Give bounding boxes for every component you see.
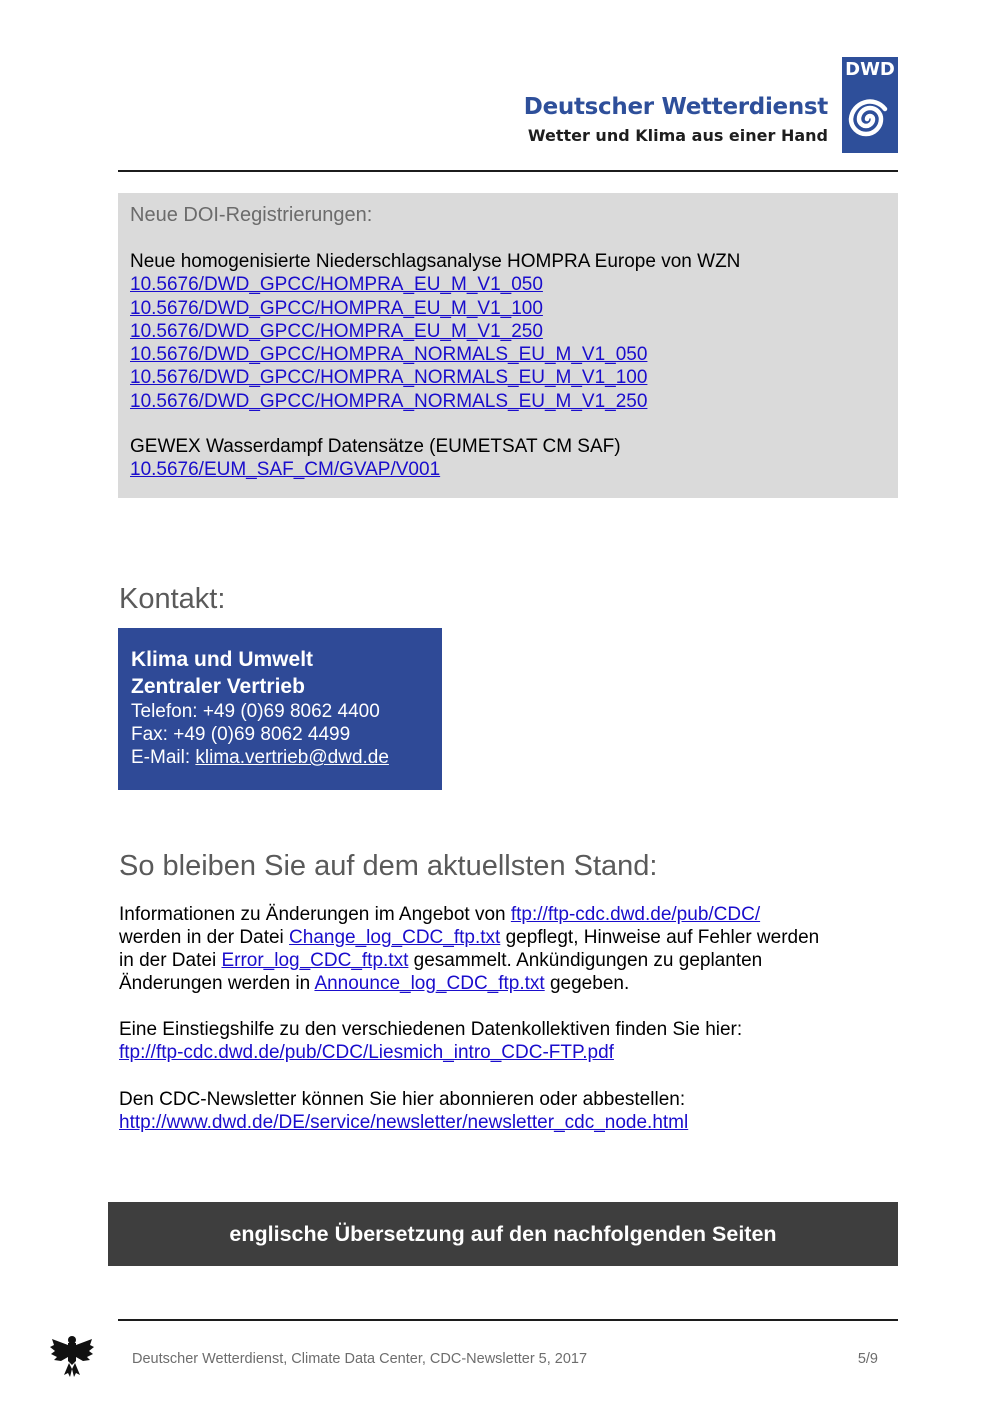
page-number: 5/9 <box>857 1351 878 1367</box>
info-text: werden in der Datei <box>119 927 290 948</box>
changelog-link[interactable]: Change_log_CDC_ftp.txt <box>289 927 501 948</box>
page-header <box>0 0 1000 175</box>
doi-group-title: Neue homogenisierte Niederschlagsanalyse HOMPRA Europe von WZN <box>130 251 741 272</box>
info-text: Informationen zu Änderungen im Angebot von <box>119 904 511 925</box>
errorlog-link[interactable]: Error_log_CDC_ftp.txt <box>221 950 409 971</box>
doi-group-gewex <box>130 435 621 482</box>
info-text: Den CDC-Newsletter können Sie hier abonnieren oder abbestellen: <box>119 1089 686 1110</box>
contact-department: Klima und Umwelt <box>131 648 314 671</box>
doi-group-title: GEWEX Wasserdampf Datensätze (EUMETSAT CM SAF) <box>130 436 621 457</box>
footer-text: Deutscher Wetterdienst, Climate Data Center, CDC-Newsletter 5, 2017 <box>132 1351 588 1367</box>
info-text: Eine Einstiegshilfe zu den verschiedenen Datenkollektiven finden Sie hier: <box>119 1019 743 1040</box>
contact-heading: Kontakt: <box>119 583 226 615</box>
info-paragraph-intro <box>119 1018 742 1064</box>
info-paragraph-changes <box>119 903 819 995</box>
contact-phone: Telefon: +49 (0)69 8062 4400 <box>131 701 380 722</box>
info-text: gesammelt. Ankündigungen zu geplanten <box>408 950 763 971</box>
contact-fax: Fax: +49 (0)69 8062 4499 <box>131 724 351 745</box>
newsletter-link[interactable]: http://www.dwd.de/DE/service/newsletter/newsletter_cdc_node.html <box>119 1112 689 1133</box>
header-divider <box>118 170 898 172</box>
doi-link[interactable]: 10.5676/DWD_GPCC/HOMPRA_EU_M_V1_050 <box>130 274 543 296</box>
dwd-logo-text: DWD <box>845 59 895 80</box>
info-text: Änderungen werden in <box>119 973 315 994</box>
info-text: in der Datei <box>119 950 222 971</box>
info-line <box>119 972 819 995</box>
federal-eagle-icon <box>48 1331 96 1379</box>
swirl-icon <box>846 93 894 143</box>
info-line <box>119 949 819 972</box>
intro-pdf-link[interactable]: ftp://ftp-cdc.dwd.de/pub/CDC/Liesmich_intro_CDC-FTP.pdf <box>119 1042 614 1063</box>
brand-title: Deutscher Wetterdienst <box>523 94 828 120</box>
contact-box <box>118 628 442 790</box>
info-line <box>119 903 819 926</box>
contact-email-line <box>131 747 389 769</box>
dwd-logo <box>842 57 898 153</box>
doi-heading: Neue DOI-Registrierungen: <box>130 204 373 226</box>
contact-unit: Zentraler Vertrieb <box>131 675 305 698</box>
ftp-link[interactable]: ftp://ftp-cdc.dwd.de/pub/CDC/ <box>510 904 761 925</box>
translation-banner: englische Übersetzung auf den nachfolgenden Seiten <box>108 1202 898 1266</box>
doi-link[interactable]: 10.5676/EUM_SAF_CM/GVAP/V001 <box>130 459 441 481</box>
contact-email-label: E-Mail: <box>131 747 196 768</box>
info-text: gegeben. <box>544 973 630 994</box>
contact-email-link[interactable]: klima.vertrieb@dwd.de <box>195 747 389 768</box>
info-text: gepflegt, Hinweise auf Fehler werden <box>500 927 820 948</box>
doi-link[interactable]: 10.5676/DWD_GPCC/HOMPRA_NORMALS_EU_M_V1_100 <box>130 367 648 389</box>
doi-registration-box <box>118 193 898 498</box>
doi-link[interactable]: 10.5676/DWD_GPCC/HOMPRA_EU_M_V1_100 <box>130 297 543 319</box>
doi-link[interactable]: 10.5676/DWD_GPCC/HOMPRA_NORMALS_EU_M_V1_250 <box>130 390 648 412</box>
info-heading: So bleiben Sie auf dem aktuellsten Stand: <box>119 850 658 882</box>
info-paragraph-newsletter <box>119 1088 688 1134</box>
announcelog-link[interactable]: Announce_log_CDC_ftp.txt <box>314 973 545 994</box>
footer-divider <box>118 1319 898 1321</box>
info-line <box>119 926 819 949</box>
doi-link[interactable]: 10.5676/DWD_GPCC/HOMPRA_EU_M_V1_250 <box>130 320 543 342</box>
brand-subtitle: Wetter und Klima aus einer Hand <box>527 126 828 145</box>
doi-group-hompra <box>130 250 740 413</box>
doi-link[interactable]: 10.5676/DWD_GPCC/HOMPRA_NORMALS_EU_M_V1_050 <box>130 344 648 366</box>
